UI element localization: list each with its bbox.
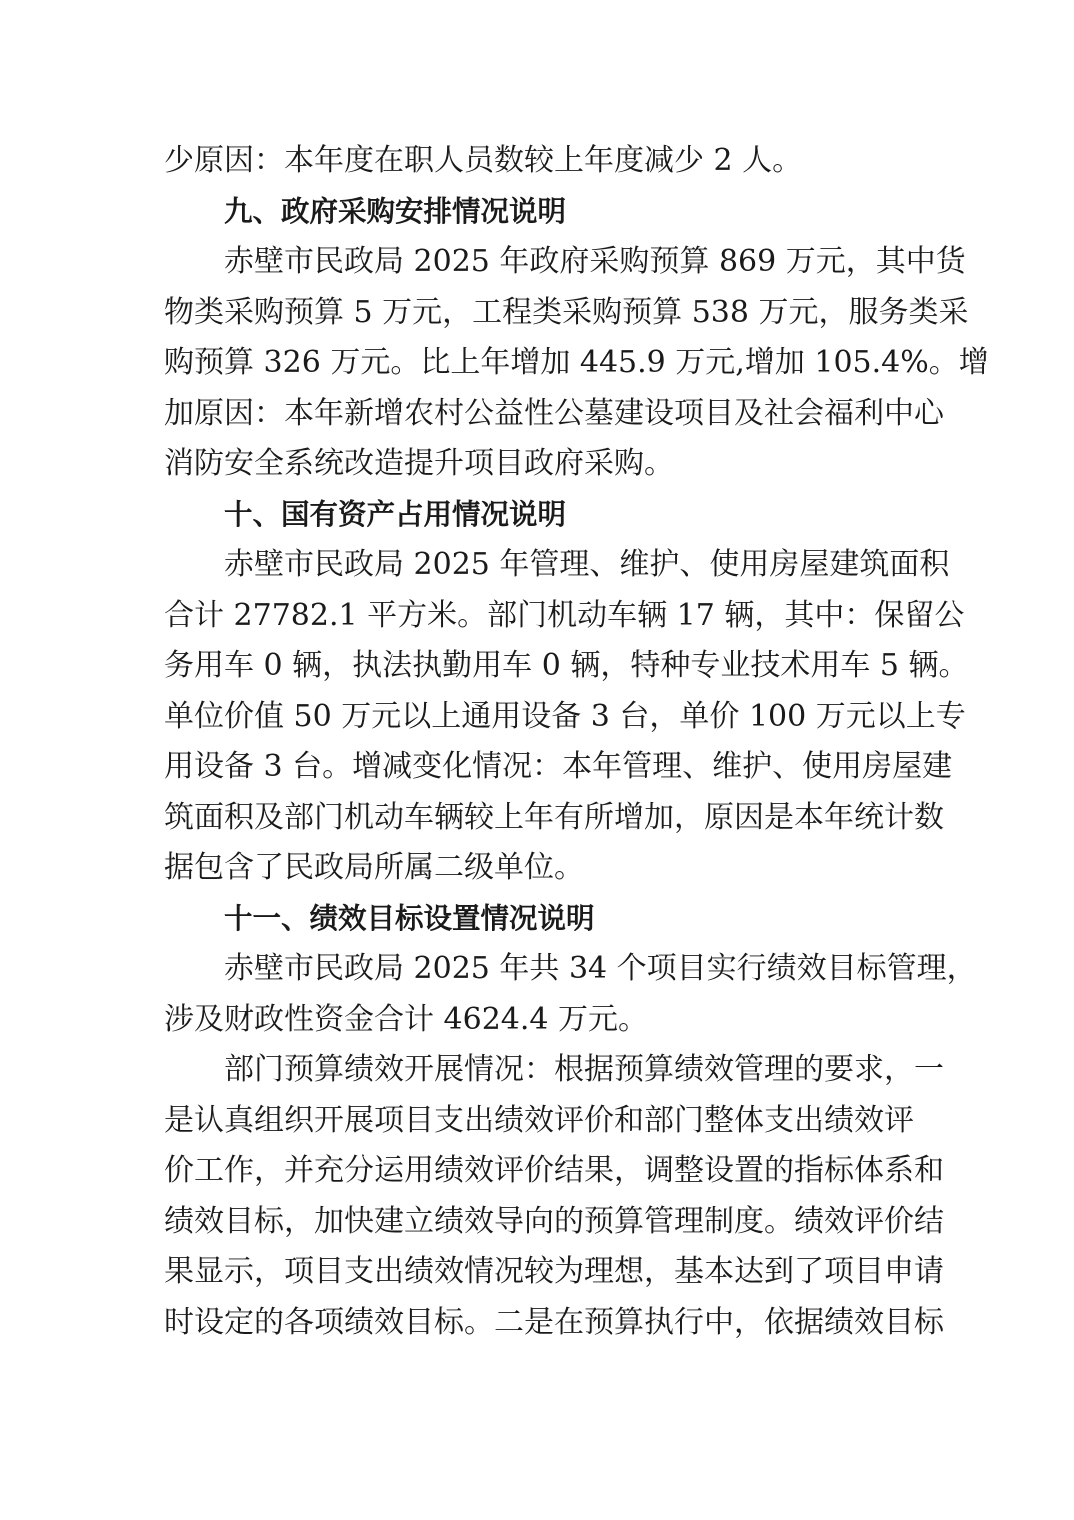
paragraph-line: 时设定的各项绩效目标。二是在预算执行中，依据绩效目标 [164, 1304, 944, 1340]
paragraph-line: 涉及财政性资金合计 4624.4 万元。 [164, 1001, 649, 1037]
paragraph-line: 筑面积及部门机动车辆较上年有所增加，原因是本年统计数 [164, 799, 944, 835]
paragraph-line: 务用车 0 辆，执法执勤用车 0 辆，特种专业技术用车 5 辆。 [164, 648, 969, 683]
paragraph-line: 是认真组织开展项目支出绩效评价和部门整体支出绩效评 [164, 1102, 914, 1138]
section-heading-performance: 十一、绩效目标设置情况说明 [224, 901, 595, 935]
paragraph-line: 绩效目标，加快建立绩效导向的预算管理制度。绩效评价结 [164, 1203, 944, 1239]
section-heading-assets: 十、国有资产占用情况说明 [224, 497, 567, 531]
paragraph-line: 赤壁市民政局 2025 年共 34 个项目实行绩效目标管理， [224, 951, 977, 986]
paragraph-line: 赤壁市民政局 2025 年政府采购预算 869 万元，其中货 [224, 244, 966, 279]
paragraph-line: 单位价值 50 万元以上通用设备 3 台，单价 100 万元以上专 [164, 698, 966, 734]
body-line-continuation: 少原因：本年度在职人员数较上年度减少 2 人。 [164, 143, 803, 178]
section-heading-procurement: 九、政府采购安排情况说明 [224, 194, 567, 228]
paragraph-line: 购预算 326 万元。比上年增加 445.9 万元,增加 105.4%。增 [164, 345, 989, 380]
paragraph-line: 价工作，并充分运用绩效评价结果，调整设置的指标体系和 [164, 1153, 944, 1188]
paragraph-line: 部门预算绩效开展情况：根据预算绩效管理的要求，一 [224, 1052, 944, 1087]
paragraph-line: 加原因：本年新增农村公益性公墓建设项目及社会福利中心 [164, 395, 944, 431]
paragraph-line: 用设备 3 台。增减变化情况：本年管理、维护、使用房屋建 [164, 749, 953, 784]
document-body [164, 136, 989, 1348]
paragraph-line: 物类采购预算 5 万元，工程类采购预算 538 万元，服务类采 [164, 294, 969, 330]
paragraph-line: 合计 27782.1 平方米。部门机动车辆 17 辆，其中：保留公 [164, 597, 965, 633]
paragraph-line: 据包含了民政局所属二级单位。 [164, 850, 584, 885]
paragraph-line: 果显示，项目支出绩效情况较为理想，基本达到了项目申请 [164, 1254, 944, 1289]
paragraph-line: 消防安全系统改造提升项目政府采购。 [164, 446, 674, 481]
paragraph-line: 赤壁市民政局 2025 年管理、维护、使用房屋建筑面积 [224, 547, 950, 582]
